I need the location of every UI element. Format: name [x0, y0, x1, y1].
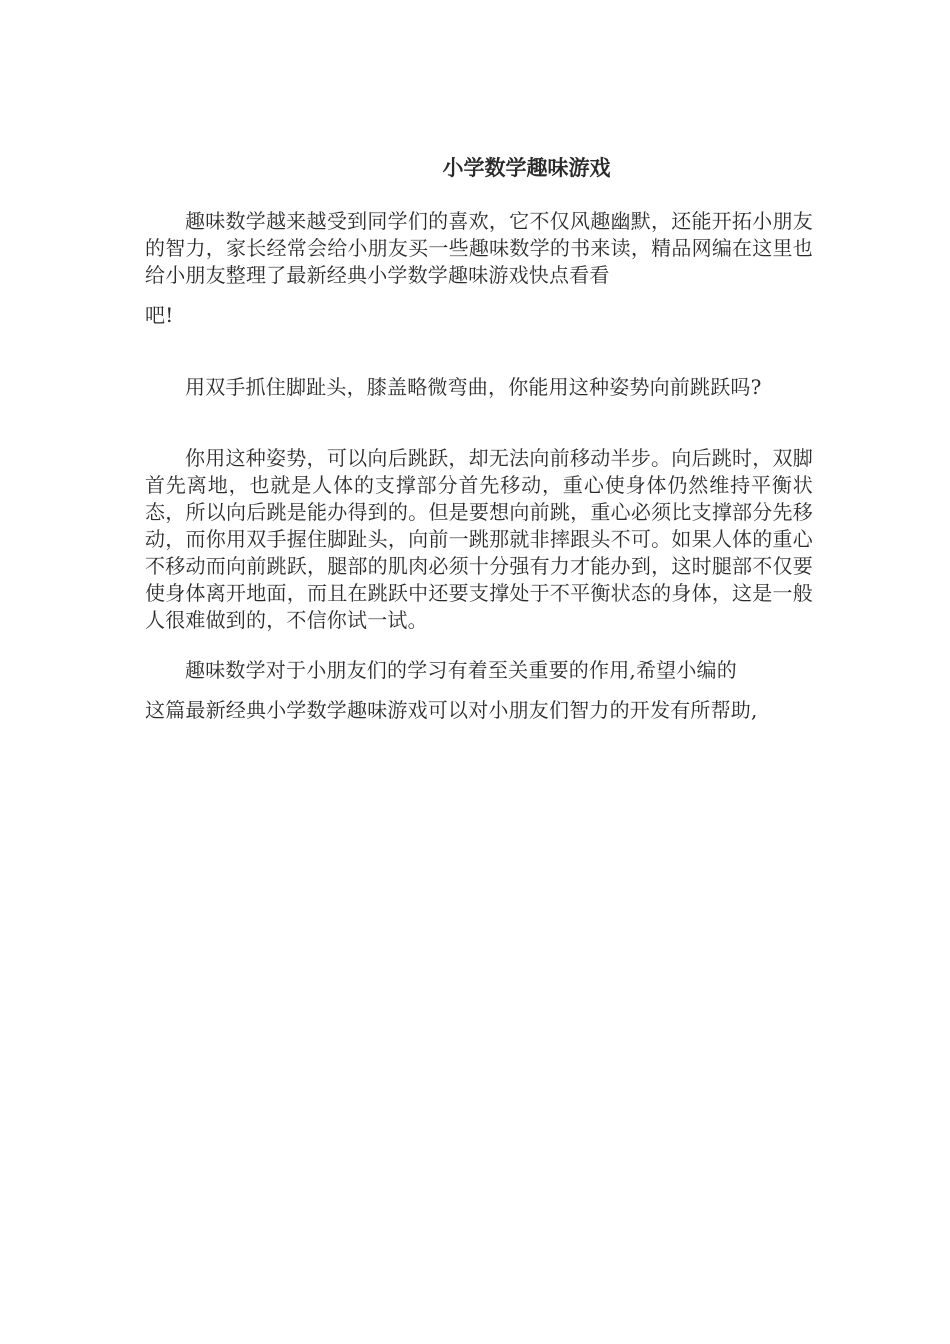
intro-paragraph: [145, 208, 813, 329]
closing-text-line1: 趣味数学对于小朋友们的学习有着至关重要的作用,希望小编的: [185, 658, 737, 682]
intro-text-end: 吧!: [145, 303, 174, 327]
intro-text: 趣味数学越来越受到同学们的喜欢，它不仅风趣幽默，还能开拓小朋友的智力，家长经常会给小朋友买一些趣味数学的书来读，精品网编在这里也给小朋友整理了最新经典小学数学趣味游戏快点看看: [145, 209, 813, 287]
closing-paragraph: [145, 657, 813, 724]
closing-text-line2: 这篇最新经典小学数学趣味游戏可以对小朋友们智力的开发有所帮助,: [145, 698, 758, 722]
answer-paragraph: 你用这种姿势，可以向后跳跃，却无法向前移动半步。向后跳时，双脚首先离地，也就是人体的支撑部分首先移动，重心使身体仍然维持平衡状态，所以向后跳是能办得到的。但是要想向前跳，重心必须比支撑部分先移动，而你用双手握住脚趾头，向前一跳那就非摔跟头不可。如果人体的重心不移动而向前跳跃，腿部的肌肉必须十分强有力才能办到，这时腿部不仅要使身体离开地面，而且在跳跃中还要支撑处于不平衡状态的身体，这是一般人很难做到的，不信你试一试。: [145, 446, 813, 632]
document-title: 小学数学趣味游戏: [442, 155, 611, 180]
question-paragraph: 用双手抓住脚趾头，膝盖略微弯曲，你能用这种姿势向前跳跃吗?: [185, 375, 762, 399]
